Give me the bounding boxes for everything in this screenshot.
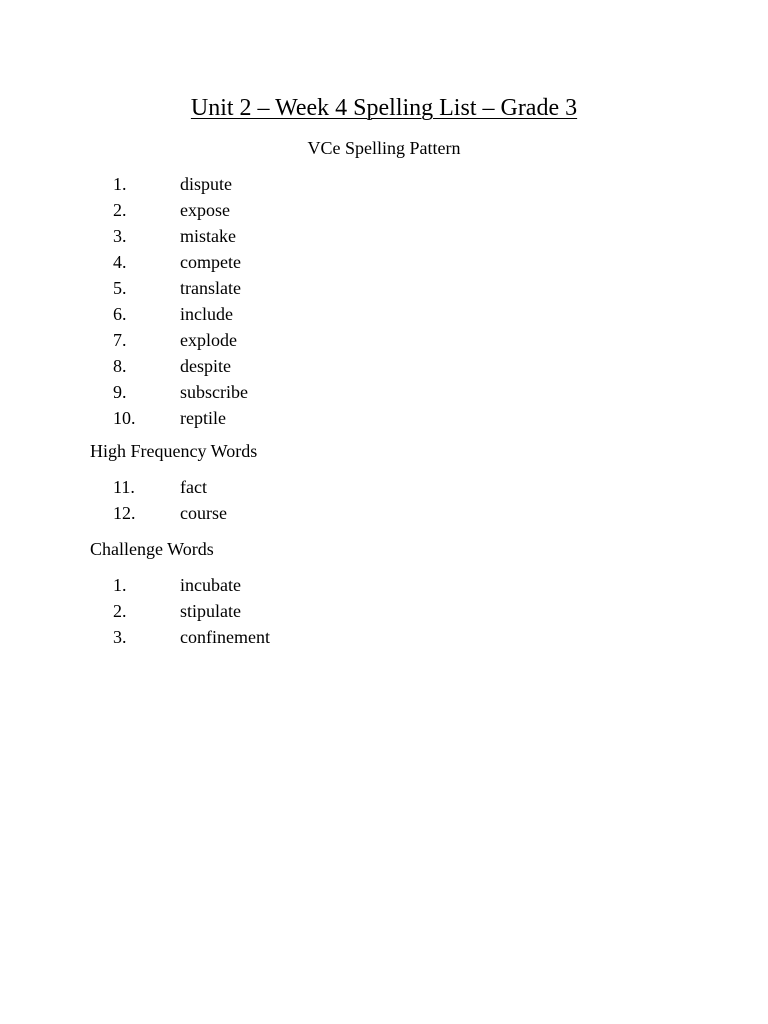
item-word: compete (180, 252, 241, 272)
list-item (113, 476, 227, 502)
list-item (113, 251, 248, 277)
item-number: 2. (113, 601, 127, 621)
item-word: incubate (180, 575, 241, 595)
document-subtitle: VCe Spelling Pattern (307, 138, 461, 158)
list-item (113, 355, 248, 381)
challenge-word-list (113, 574, 270, 652)
item-word: despite (180, 356, 231, 376)
item-word: mistake (180, 226, 236, 246)
item-word: translate (180, 278, 241, 298)
item-number: 9. (113, 382, 127, 402)
item-word: course (180, 503, 227, 523)
item-word: reptile (180, 408, 226, 428)
list-item (113, 199, 248, 225)
high-frequency-heading: High Frequency Words (90, 441, 258, 461)
item-word: expose (180, 200, 230, 220)
list-item (113, 277, 248, 303)
vce-word-list (113, 173, 248, 433)
item-number: 10. (113, 408, 136, 428)
list-item (113, 574, 270, 600)
item-word: fact (180, 477, 207, 497)
item-number: 2. (113, 200, 127, 220)
item-number: 3. (113, 226, 127, 246)
item-number: 1. (113, 575, 127, 595)
item-number: 4. (113, 252, 127, 272)
list-item (113, 502, 227, 528)
item-word: explode (180, 330, 237, 350)
list-item (113, 329, 248, 355)
item-number: 5. (113, 278, 127, 298)
document-title: Unit 2 – Week 4 Spelling List – Grade 3 (190, 95, 578, 121)
item-number: 3. (113, 627, 127, 647)
item-number: 8. (113, 356, 127, 376)
item-word: dispute (180, 174, 232, 194)
item-number: 6. (113, 304, 127, 324)
item-number: 1. (113, 174, 127, 194)
item-word: stipulate (180, 601, 241, 621)
item-number: 12. (113, 503, 136, 523)
item-number: 7. (113, 330, 127, 350)
challenge-heading: Challenge Words (90, 539, 214, 559)
list-item (113, 225, 248, 251)
list-item (113, 626, 270, 652)
list-item (113, 303, 248, 329)
list-item (113, 173, 248, 199)
high-frequency-word-list (113, 476, 227, 528)
list-item (113, 407, 248, 433)
item-word: subscribe (180, 382, 248, 402)
item-word: include (180, 304, 233, 324)
list-item (113, 600, 270, 626)
item-number: 11. (113, 477, 135, 497)
list-item (113, 381, 248, 407)
item-word: confinement (180, 627, 270, 647)
